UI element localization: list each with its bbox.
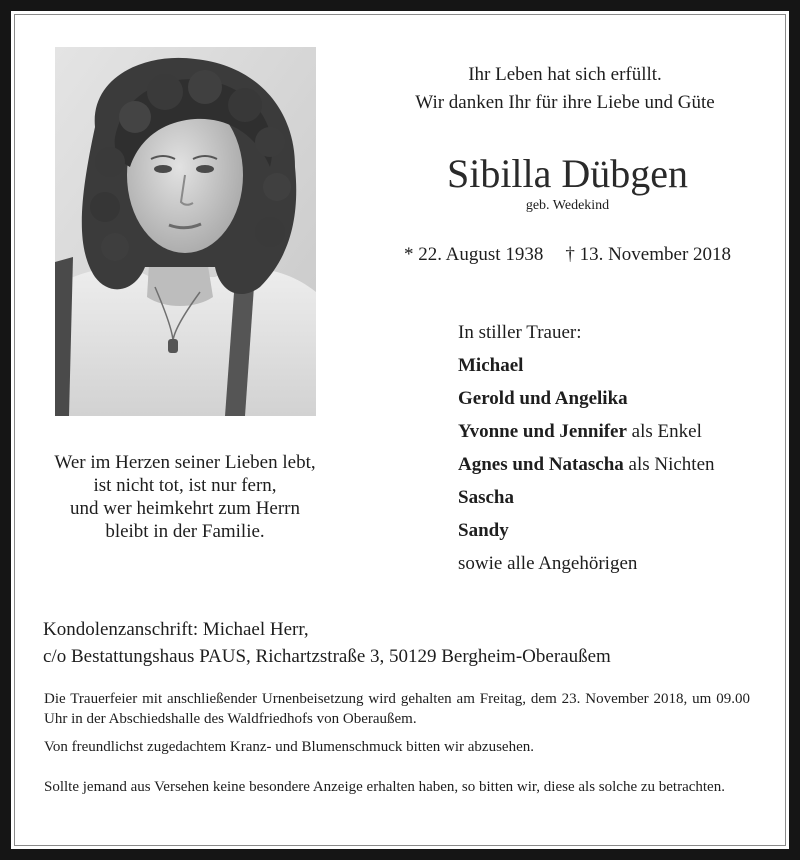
mourner-entry [458, 518, 778, 551]
birth-date: * 22. August 1938 [403, 244, 544, 265]
condolence-address [43, 616, 773, 670]
quote-line: bleibt in der Familie. [105, 521, 265, 542]
mourner-entry [458, 353, 778, 386]
mourners-intro: In stiller Trauer: [458, 322, 582, 343]
death-date: † 13. November 2018 [565, 244, 732, 265]
notice-note: Sollte jemand aus Versehen keine besondere Anzeige erhalten haben, so bitten wir, diese als solche zu betrachten. [44, 779, 725, 795]
mourner-name: Sandy [458, 520, 509, 541]
quote-line: und wer heimkehrt zum Herrn [69, 498, 301, 519]
life-dates [360, 242, 775, 268]
mourner-entry [458, 386, 778, 419]
mourner-entry [458, 452, 778, 485]
quote-line: Wer im Herzen seiner Lieben lebt, [54, 452, 316, 473]
mourner-entry [458, 419, 778, 452]
motto-line-1: Ihr Leben hat sich erfüllt. [468, 64, 662, 85]
funeral-notes [44, 689, 750, 797]
mourner-name: Agnes und Natascha [458, 454, 624, 475]
deceased-name: Sibilla Dübgen [446, 151, 689, 196]
mourners-list [458, 320, 778, 584]
mourner-name: Sascha [458, 487, 514, 508]
condolence-line-1: Kondolenzanschrift: Michael Herr, [43, 619, 309, 640]
motto [360, 61, 770, 117]
condolence-line-2: c/o Bestattungshaus PAUS, Richartzstraße 3, 50129 Bergheim-Oberaußem [43, 646, 611, 667]
motto-line-2: Wir danken Ihr für ihre Liebe und Güte [415, 92, 715, 113]
ceremony-note: Die Trauerfeier mit anschließender Urnenbeisetzung wird gehalten am Freitag, dem 23. November 2018, um 09.00 Uhr in der Abschiedshalle des Waldfriedhofs von Oberaußem. [44, 691, 750, 727]
mourner-relation: als Enkel [631, 421, 702, 442]
mourner-entry [458, 485, 778, 518]
mourner-name: Michael [458, 355, 524, 376]
mourner-name: Yvonne und Jennifer [458, 421, 627, 442]
portrait-photo [55, 47, 316, 416]
flowers-note: Von freundlichst zugedachtem Kranz- und Blumenschmuck bitten wir abzusehen. [44, 739, 534, 755]
quote-line: ist nicht tot, ist nur fern, [93, 475, 277, 496]
portrait-photo-icon [55, 47, 316, 416]
mourner-name: Gerold und Angelika [458, 388, 628, 409]
maiden-name: geb. Wedekind [525, 198, 610, 213]
mourner-relation: als Nichten [628, 454, 715, 475]
mourners-closing: sowie alle Angehörigen [458, 553, 638, 574]
memorial-quote [40, 451, 330, 543]
